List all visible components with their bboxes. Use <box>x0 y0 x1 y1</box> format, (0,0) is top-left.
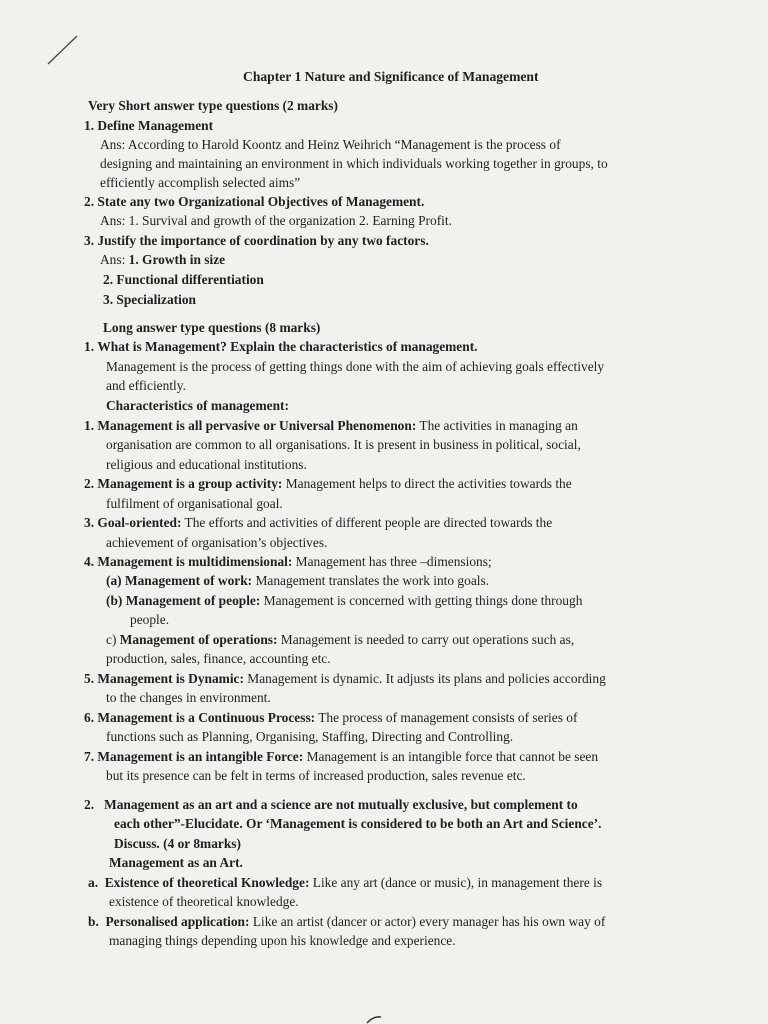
vs-answer-1-line-1: Ans: According to Harold Koontz and Heinz Weihrich “Management is the process of <box>100 137 561 152</box>
characteristic-4-sub-c: c) Management of operations: Management is needed to carry out operations such as, <box>106 632 575 647</box>
vs-question-1: 1. Define Management <box>84 118 214 133</box>
long-question-2: 2. Management as an art and a science are not mutually exclusive, but complement to <box>84 797 578 812</box>
characteristic-5: 5. Management is Dynamic: Management is dynamic. It adjusts its plans and policies according <box>84 671 606 686</box>
pen-stroke-mark-bottom <box>365 1014 385 1024</box>
characteristic-4-sub-c-line-2: production, sales, finance, accounting etc. <box>106 651 331 666</box>
vs-answer-1-line-2: designing and maintaining an environment in which individuals working together in groups, to <box>100 156 608 171</box>
art-point-a-line-2: existence of theoretical knowledge. <box>109 894 299 909</box>
characteristic-3: 3. Goal-oriented: The efforts and activities of different people are directed towards the <box>84 515 553 530</box>
art-point-b-line-2: managing things depending upon his knowledge and experience. <box>109 933 456 948</box>
section-heading-very-short: Very Short answer type questions (2 marks) <box>88 98 338 113</box>
art-point-a: a. Existence of theoretical Knowledge: Like any art (dance or music), in management there is <box>88 875 603 890</box>
characteristic-6: 6. Management is a Continuous Process: The process of management consists of series of <box>84 710 578 725</box>
characteristic-6-line-2: functions such as Planning, Organising, Staffing, Directing and Controlling. <box>106 729 514 744</box>
characteristic-1-line-3: religious and educational institutions. <box>106 457 307 472</box>
characteristic-4: 4. Management is multidimensional: Management has three –dimensions; <box>84 554 492 569</box>
vs-question-3: 3. Justify the importance of coordination by any two factors. <box>84 233 429 248</box>
characteristics-heading: Characteristics of management: <box>106 398 289 413</box>
characteristic-1: 1. Management is all pervasive or Universal Phenomenon: The activities in managing an <box>84 418 578 433</box>
long-question-2-line-3: Discuss. (4 or 8marks) <box>114 836 241 851</box>
vs-answer-3-point-3: 3. Specialization <box>103 292 196 307</box>
art-sub-heading: Management as an Art. <box>109 855 243 870</box>
definition-line-1: Management is the process of getting things done with the aim of achieving goals effectively <box>106 359 605 374</box>
chapter-title: Chapter 1 Nature and Significance of Management <box>243 69 539 84</box>
characteristic-7-line-2: but its presence can be felt in terms of increased production, sales revenue etc. <box>106 768 526 783</box>
section-heading-long: Long answer type questions (8 marks) <box>103 320 321 335</box>
vs-answer-3-point-2: 2. Functional differentiation <box>103 272 264 287</box>
characteristic-7: 7. Management is an intangible Force: Management is an intangible force that cannot be seen <box>84 749 599 764</box>
pen-stroke-mark <box>45 30 85 70</box>
vs-question-2: 2. State any two Organizational Objectives of Management. <box>84 194 425 209</box>
characteristic-3-line-2: achievement of organisation’s objectives. <box>106 535 328 550</box>
characteristic-2-line-2: fulfilment of organisational goal. <box>106 496 283 511</box>
vs-answer-1-line-3: efficiently accomplish selected aims” <box>100 175 301 190</box>
characteristic-4-sub-b: (b) Management of people: Management is concerned with getting things done through <box>106 593 583 608</box>
long-question-2-line-2: each other”-Elucidate. Or ‘Management is considered to be both an Art and Science’. <box>114 816 602 831</box>
vs-answer-2: Ans: 1. Survival and growth of the organization 2. Earning Profit. <box>100 213 452 228</box>
long-question-1: 1. What is Management? Explain the characteristics of management. <box>84 339 478 354</box>
characteristic-5-line-2: to the changes in environment. <box>106 690 271 705</box>
vs-answer-3-point-1: Ans: 1. Growth in size <box>100 252 226 267</box>
characteristic-4-sub-b-line-2: people. <box>130 612 170 627</box>
definition-line-2: and efficiently. <box>106 378 186 393</box>
characteristic-4-sub-a: (a) Management of work: Management translates the work into goals. <box>106 573 490 588</box>
characteristic-2: 2. Management is a group activity: Management helps to direct the activities towards the <box>84 476 572 491</box>
characteristic-1-line-2: organisation are common to all organisations. It is present in business in political, social, <box>106 437 581 452</box>
art-point-b: b. Personalised application: Like an artist (dancer or actor) every manager has his own way of <box>88 914 606 929</box>
